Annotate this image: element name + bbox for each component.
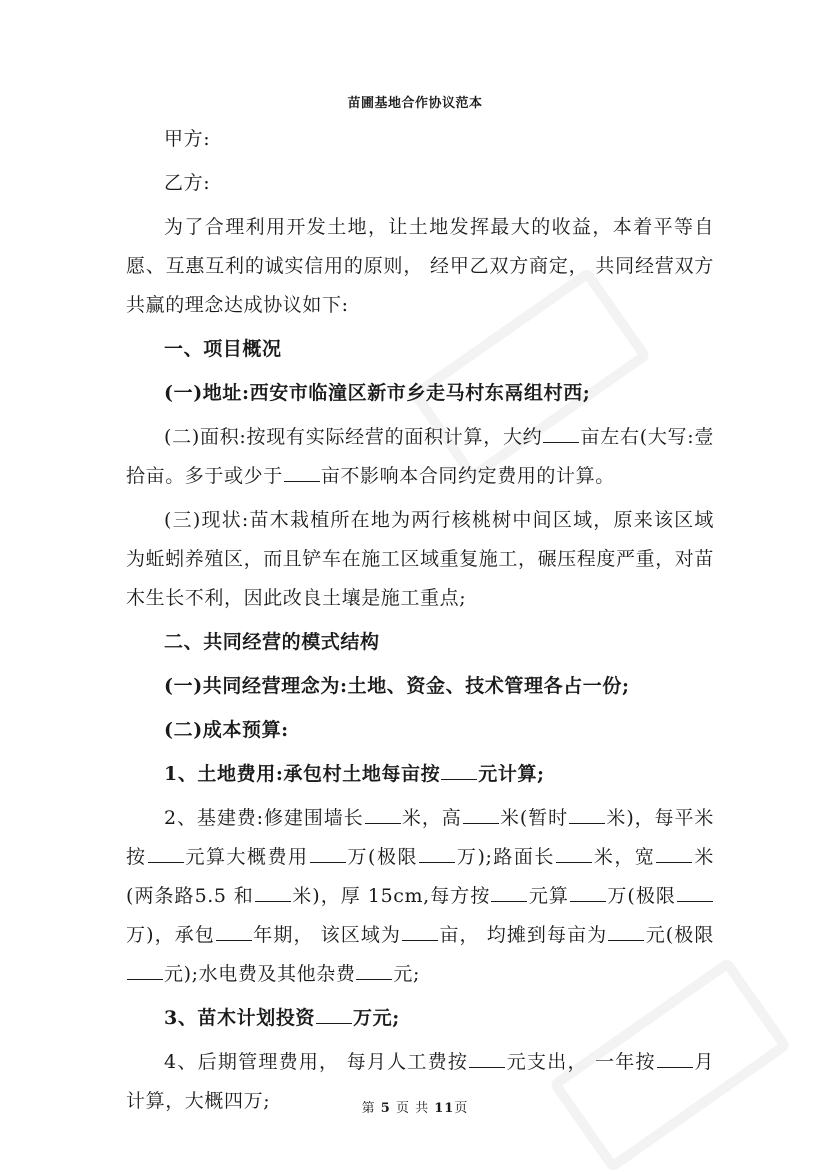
clause-text: 万);路面长 <box>456 846 555 868</box>
clause-text: 万(极限 <box>346 846 419 868</box>
fill-blank <box>402 922 438 941</box>
clause-text: 米，高 <box>401 807 462 829</box>
clause-text: 元算大概费用 <box>184 846 309 868</box>
total-page-count: 11 <box>434 1101 455 1116</box>
fill-blank <box>656 844 692 863</box>
management-fee-clause: 4、后期管理费用， 每月人工费按 元支出， 一年按 月计算，大概四万; <box>126 1051 714 1112</box>
document-title: 苗圃基地合作协议范本 <box>347 96 483 111</box>
current-page-number: 5 <box>380 1101 391 1116</box>
construction-fee-clause <box>126 799 714 994</box>
party-b-line: 乙方: <box>164 172 211 194</box>
fill-blank <box>216 922 252 941</box>
fill-blank <box>419 844 455 863</box>
fill-blank <box>677 883 713 902</box>
budget-heading: (二)成本预算: <box>164 719 289 741</box>
fill-blank <box>556 844 592 863</box>
fill-blank <box>570 883 606 902</box>
fill-blank <box>491 883 527 902</box>
fill-blank <box>469 1049 505 1068</box>
clause-text: 米)，厚 15cm,每方按 <box>291 885 491 907</box>
clause-text: 米，宽 <box>592 846 656 868</box>
section-1-heading: 一、项目概况 <box>164 338 282 360</box>
fill-blank <box>356 961 392 980</box>
clause-text: 2、基建费:修建围墙长 <box>164 807 364 829</box>
fill-blank <box>148 844 184 863</box>
fill-blank <box>316 1005 352 1024</box>
document-body <box>126 120 714 1121</box>
clause-text: 年期， 该区域为 <box>252 924 401 946</box>
footer-middle: 页 共 <box>395 1101 430 1116</box>
footer-suffix: 页 <box>454 1101 469 1116</box>
fill-blank <box>463 805 499 824</box>
intro-paragraph: 为了合理利用开发土地，让土地发挥最大的收益，本着平等自愿、互惠互利的诚实信用的原则， 经甲乙双方商定， 共同经营双方共赢的理念达成协议如下: <box>126 216 714 316</box>
clause-text: 米(暂时 <box>499 807 569 829</box>
seedling-investment-clause: 3、苗木计划投资 万元; <box>164 1007 400 1029</box>
clause-text: 米)，每平米按 <box>126 807 714 868</box>
fill-blank <box>608 922 644 941</box>
fill-blank <box>284 463 320 482</box>
fill-blank <box>127 961 163 980</box>
clause-text: 元; <box>393 963 421 985</box>
concept-clause: (一)共同经营理念为:土地、资金、技术管理各占一份; <box>164 675 630 697</box>
party-a-line: 甲方: <box>164 128 211 150</box>
clause-text: 万)，承包 <box>126 924 215 946</box>
fill-blank <box>441 761 477 780</box>
fill-blank <box>310 844 346 863</box>
section-2-heading: 二、共同经营的模式结构 <box>164 631 380 653</box>
footer-prefix: 第 <box>361 1101 376 1116</box>
clause-text: 元(极限 <box>645 924 714 946</box>
fill-blank <box>569 805 605 824</box>
fill-blank <box>543 424 579 443</box>
fill-blank <box>255 883 291 902</box>
fill-blank <box>365 805 401 824</box>
land-fee-clause: 1、土地费用:承包村土地每亩按 元计算; <box>164 763 545 785</box>
clause-text: 米(两条路5.5 和 <box>126 846 714 907</box>
address-clause: (一)地址:西安市临潼区新市乡走马村东鬲组村西; <box>164 382 591 404</box>
clause-text: 元);水电费及其他杂费 <box>164 963 356 985</box>
page-footer <box>0 1097 830 1116</box>
fill-blank <box>657 1049 693 1068</box>
clause-text: 亩， 均摊到每亩为 <box>439 924 608 946</box>
clause-text: 万(极限 <box>606 885 676 907</box>
area-clause: (二)面积:按现有实际经营的面积计算，大约 亩左右(大写:壹拾亩。多于或少于 亩不影响本合同约定费用的计算。 <box>126 426 714 487</box>
clause-text: 元算 <box>528 885 569 907</box>
status-clause: (三)现状:苗木栽植所在地为两行核桃树中间区域，原来该区域为蚯蚓养殖区，而且铲车在施工区域重复施工，碾压程度严重，对苗木生长不利，因此改良土壤是施工重点; <box>126 509 715 609</box>
